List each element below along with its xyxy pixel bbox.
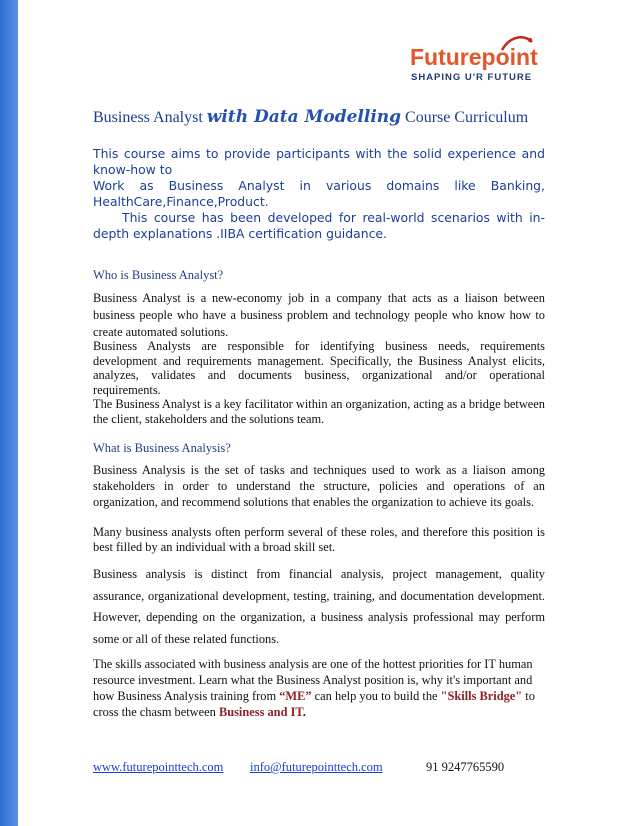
- skills-text: to: [522, 689, 535, 703]
- skills-text: how Business Analysis training from: [93, 689, 280, 703]
- section2-paragraph-2: Many business analysts often perform several of these roles, and therefore this position is best filled by an individual with a broad skill set.: [93, 525, 545, 554]
- section-heading-what: What is Business Analysis?: [93, 441, 231, 455]
- highlight-me: “ME”: [279, 689, 312, 703]
- section-heading-who: Who is Business Analyst?: [93, 268, 224, 282]
- intro-line-3: Work as Business Analyst in various domains like Banking,: [93, 178, 545, 193]
- intro-line-4: HealthCare,Finance,Product.: [93, 194, 269, 209]
- section1-paragraph-3: The Business Analyst is a key facilitator within an organization, acting as a bridge between the client, stakeholders and the solutions team.: [93, 397, 545, 426]
- intro-line-2: know-how to: [93, 162, 173, 177]
- brand-name: Futurepoint: [410, 44, 538, 70]
- intro-line-5: This course has been developed for real-world scenarios with in-: [122, 210, 545, 225]
- skills-text: can help you to build the: [311, 689, 441, 703]
- title-part1: Business Analyst: [93, 109, 207, 126]
- skills-text: cross the chasm between: [93, 705, 219, 719]
- skills-line-2: resource investment. Learn what the Business Analyst position is, why it's important and: [93, 673, 533, 687]
- website-link[interactable]: www.futurepointtech.com: [93, 760, 224, 774]
- phone-number: 91 9247765590: [426, 760, 505, 774]
- skills-period: .: [302, 705, 306, 719]
- section1-paragraph-2: Business Analysts are responsible for identifying business needs, requirements development and requirements management. Specifically, the Business Analyst elicits, analyzes, validates and documents business, organizational and/or operational requirements.: [93, 339, 545, 397]
- skills-line-3: [93, 688, 545, 704]
- brand-logo: [408, 40, 548, 90]
- email-link[interactable]: info@futurepointtech.com: [250, 760, 383, 774]
- skills-line-4: [93, 704, 545, 720]
- section1-paragraph-1: Business Analyst is a new-economy job in a company that acts as a liaison between business people who have a business problem and technology people who know how to create automated solutions.: [93, 291, 545, 339]
- highlight-skills-bridge: "Skills Bridge": [440, 689, 523, 703]
- page-footer: [93, 760, 553, 778]
- section2-paragraph-1: Business Analysis is the set of tasks and techniques used to work as a liaison among stakeholders in order to understand the structure, policies and operations of an organization, and recommend solutions that enables the organization to achieve its goals.: [93, 463, 545, 509]
- brand-tagline: SHAPING U'R FUTURE: [411, 72, 533, 83]
- intro-line-6: depth explanations .IIBA certification guidance.: [93, 226, 387, 241]
- title-part3: Course Curriculum: [401, 109, 529, 126]
- skills-line-1: The skills associated with business analysis are one of the hottest priorities for IT human: [93, 657, 533, 671]
- side-accent-bar: [0, 0, 18, 826]
- highlight-business-it: Business and IT: [218, 705, 303, 719]
- title-part2: with Data Modelling: [206, 107, 402, 127]
- page-title: [93, 107, 528, 127]
- intro-line-1: This course aims to provide participants with the solid experience and: [93, 146, 545, 161]
- section2-paragraph-3: Business analysis is distinct from financial analysis, project management, quality assurance, organizational development, testing, training, and documentation development. However, depending on the organization, a business analysis professional may perform some or all of these related functions.: [93, 567, 545, 646]
